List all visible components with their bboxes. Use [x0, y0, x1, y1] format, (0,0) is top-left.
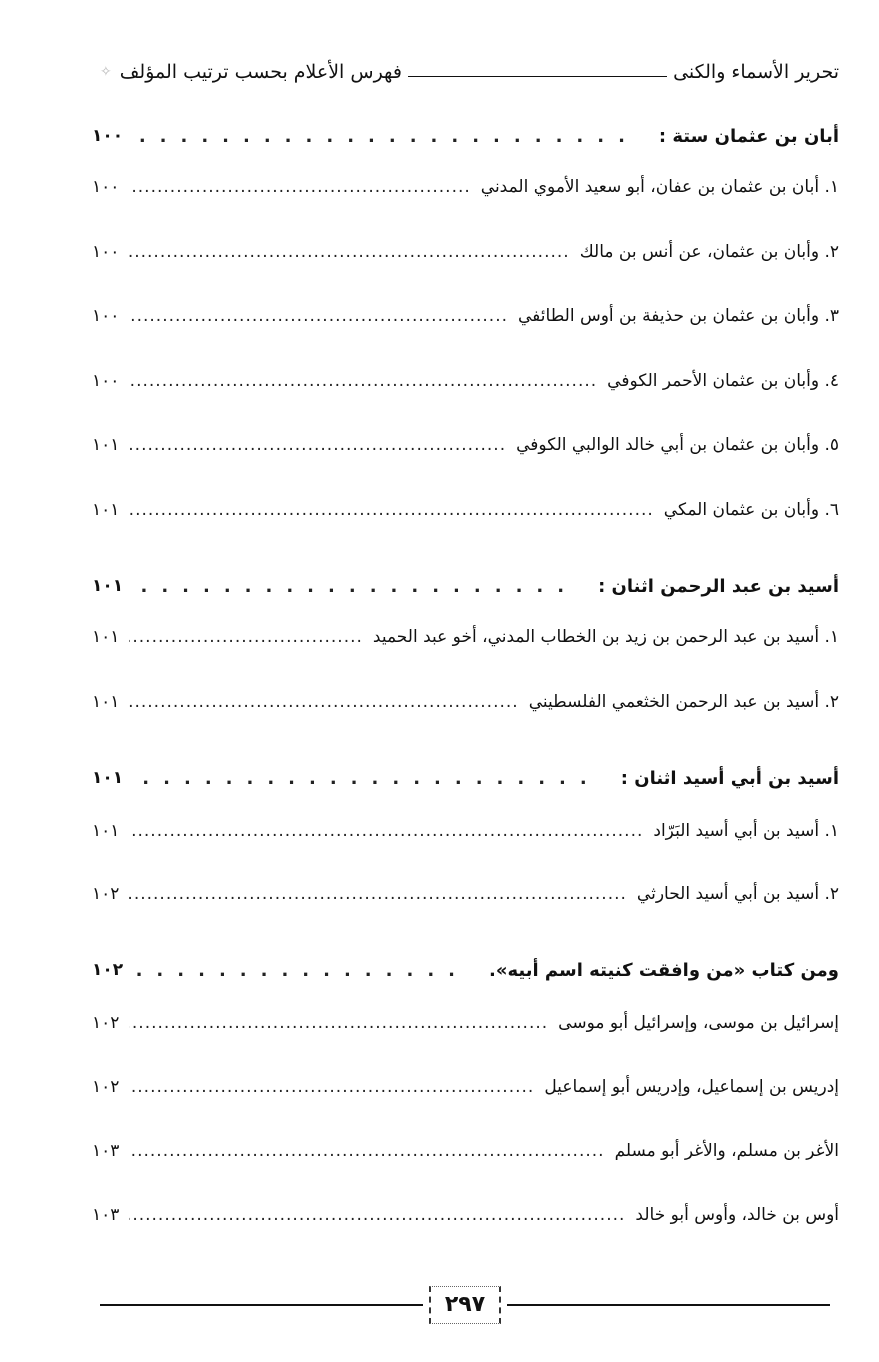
entry-text: ١. أبان بن عثمان بن عفان، أبو سعيد الأموي المدني: [480, 177, 839, 197]
page-ref: ١٠٢: [92, 1077, 120, 1097]
leader-dots: [129, 627, 363, 647]
entry-text: ٦. وأبان بن عثمان المكي: [663, 500, 839, 520]
entry-text: ٤. وأبان بن عثمان الأحمر الكوفي: [607, 371, 839, 391]
entry-text: ١. أسيد بن عبد الرحمن بن زيد بن الخطاب المدني، أخو عبد الحميد: [372, 627, 839, 647]
entry-text: ٥. وأبان بن عثمان بن أبي خالد الوالبي الكوفي: [516, 435, 839, 455]
heading-text: ومن كتاب «من وافقت كنيته اسم أبيه».: [489, 959, 839, 981]
page-ref: ١٠١: [92, 768, 124, 788]
entry-text: إدريس بن إسماعيل، وإدريس أبو إسماعيل: [544, 1077, 839, 1097]
entry-text: إسرائيل بن موسى، وإسرائيل أبو موسى: [558, 1013, 839, 1033]
page-ref: ١٠١: [92, 576, 124, 596]
page-ref: ١٠٣: [92, 1141, 120, 1161]
leader-dots: [129, 177, 470, 197]
index-entry: [92, 1003, 839, 1043]
index-entry: [92, 361, 839, 401]
page-ref: ١٠٢: [92, 1013, 120, 1033]
header-rule: [408, 76, 667, 77]
index-entry: [92, 682, 839, 722]
leader-dots: [129, 1141, 604, 1161]
index-entry: [92, 296, 839, 336]
page-ref: ١٠٠: [92, 242, 120, 262]
leader-dots: [129, 306, 508, 326]
heading-text: أسيد بن أبي أسيد اثنان :: [620, 767, 839, 789]
index-entry: [92, 167, 839, 207]
leader-dots: [129, 884, 627, 904]
page-ref: ١٠١: [92, 435, 120, 455]
entry-text: أوس بن خالد، وأوس أبو خالد: [635, 1205, 839, 1225]
index-entry: [92, 811, 839, 851]
section-title: فهرس الأعلام بحسب ترتيب المؤلف: [119, 61, 402, 83]
page-ref: ١٠٠: [92, 177, 120, 197]
section-heading: [92, 758, 839, 798]
entry-text: ٢. وأبان بن عثمان، عن أنس بن مالك: [579, 242, 839, 262]
section-heading: [92, 950, 839, 990]
index-entry: [92, 874, 839, 914]
index-entry: [92, 425, 839, 465]
page-ref: ١٠٣: [92, 1205, 120, 1225]
page-footer: [100, 1283, 830, 1327]
index-entry: [92, 232, 839, 272]
footer-rule-left: [100, 1304, 423, 1306]
page-ref: ١٠١: [92, 500, 120, 520]
leader-dots: [129, 692, 518, 712]
entry-text: ٢. أسيد بن أبي أسيد الحارثي: [636, 884, 839, 904]
page-ref: ١٠٢: [92, 960, 124, 980]
index-entry: [92, 1067, 839, 1107]
heading-text: أبان بن عثمان ستة :: [658, 125, 839, 147]
page-number: ٢٩٧: [429, 1286, 501, 1324]
leader-dots: [129, 1077, 534, 1097]
entry-text: ١. أسيد بن أبي أسيد البَرّاد: [653, 821, 839, 841]
index-entry: [92, 1131, 839, 1171]
page-ref: ١٠٠: [92, 126, 124, 146]
leader-dots: [129, 242, 569, 262]
page-ref: ١٠١: [92, 692, 120, 712]
index-entry: [92, 617, 839, 657]
leader-dots: [129, 371, 597, 391]
leader-dots: [129, 821, 643, 841]
leader-dots: [129, 500, 653, 520]
section-heading: [92, 566, 839, 606]
page-ref: ١٠١: [92, 627, 120, 647]
footer-rule-right: [507, 1304, 830, 1306]
page-ref: ١٠١: [92, 821, 120, 841]
leader-dots: [133, 768, 601, 789]
running-header: [100, 52, 839, 92]
entry-text: ٢. أسيد بن عبد الرحمن الخثعمي الفلسطيني: [528, 692, 839, 712]
index-entry: [92, 1195, 839, 1235]
header-ornament-icon: ✧: [100, 64, 112, 80]
leader-dots: [133, 126, 639, 147]
index-entry: [92, 490, 839, 530]
page-ref: ١٠٢: [92, 884, 120, 904]
leader-dots: [133, 576, 578, 597]
leader-dots: [129, 1013, 548, 1033]
section-heading: [92, 116, 839, 156]
book-title: تحرير الأسماء والكنى: [673, 61, 839, 83]
leader-dots: [129, 1205, 625, 1225]
entry-text: ٣. وأبان بن عثمان بن حذيفة بن أوس الطائفي: [518, 306, 839, 326]
entry-text: الأغر بن مسلم، والأغر أبو مسلم: [614, 1141, 839, 1161]
page-ref: ١٠٠: [92, 306, 120, 326]
leader-dots: [129, 435, 506, 455]
page-ref: ١٠٠: [92, 371, 120, 391]
heading-text: أسيد بن عبد الرحمن اثنان :: [598, 575, 839, 597]
leader-dots: [133, 960, 469, 981]
